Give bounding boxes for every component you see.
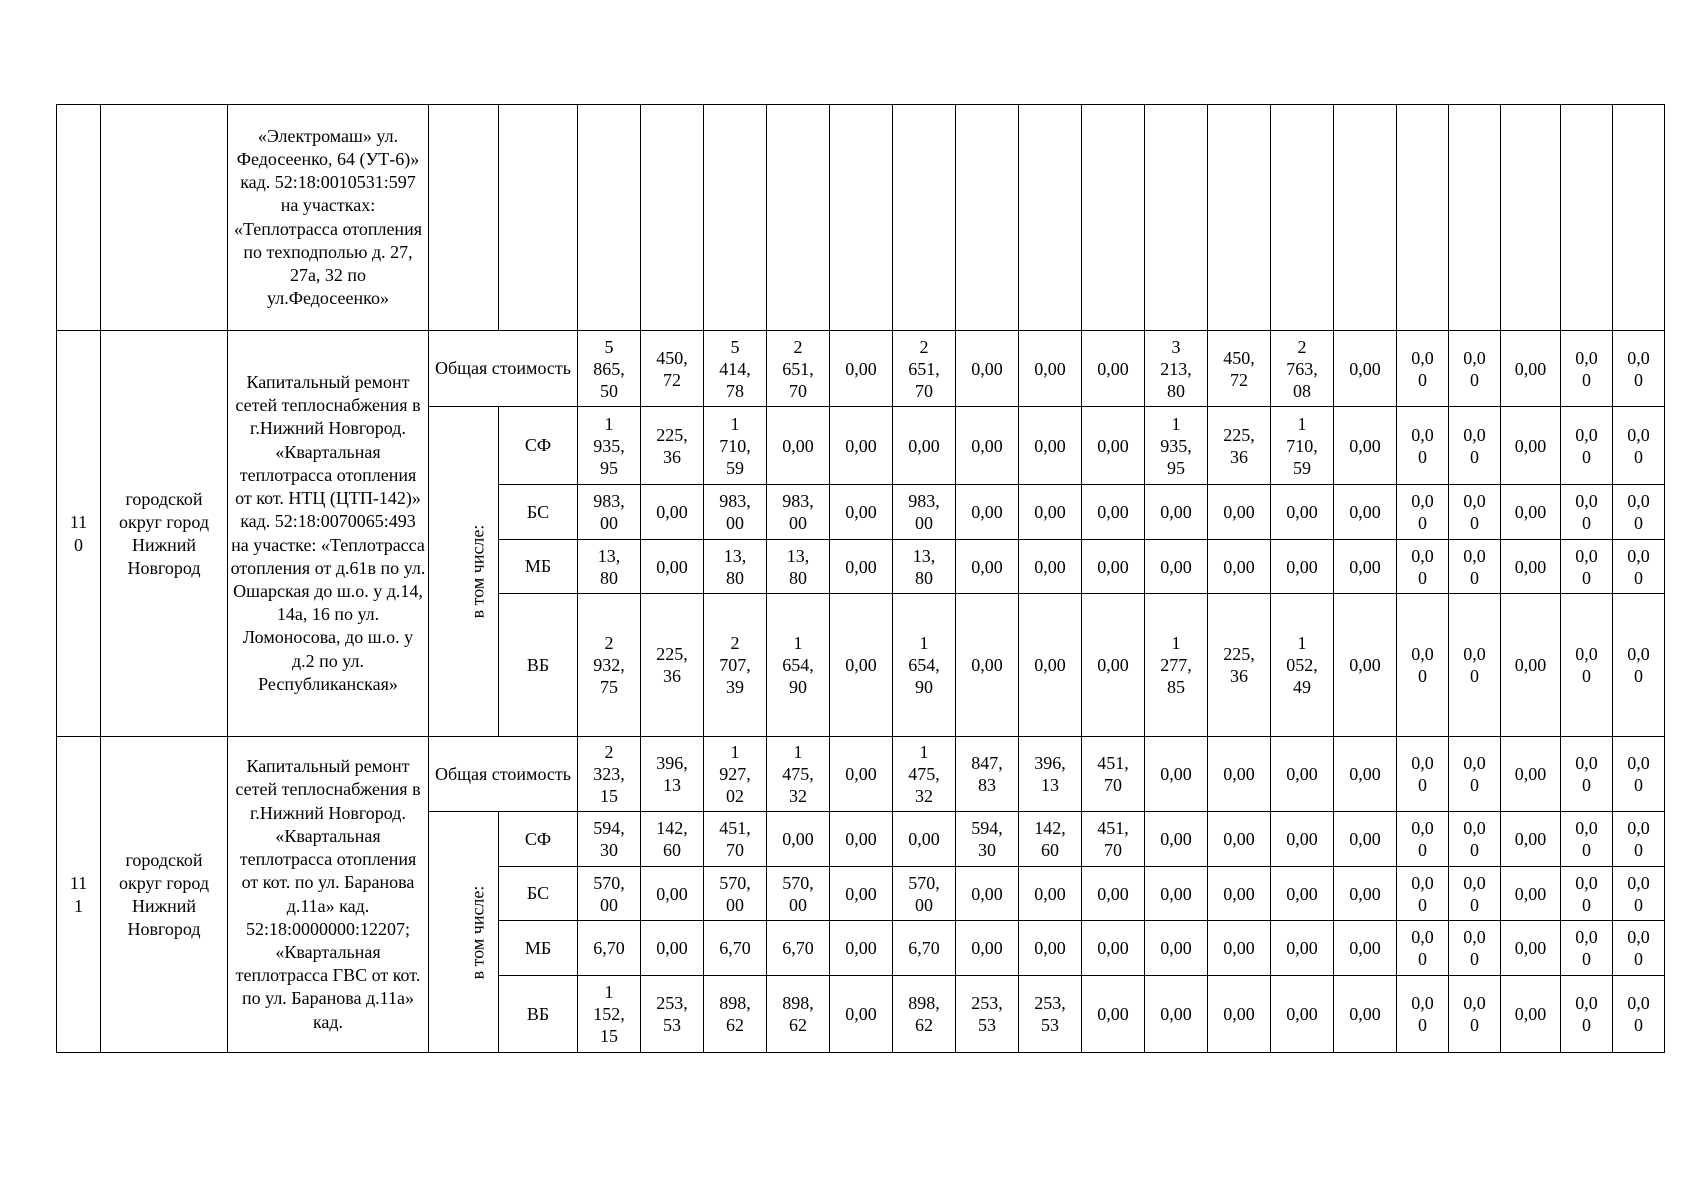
amount-cell: [767, 105, 830, 331]
amount-cell: 0,00: [830, 921, 893, 976]
amount-cell: 0,0 0: [1561, 737, 1613, 812]
source-label-vb: ВБ: [499, 594, 578, 737]
source-label-mb: МБ: [499, 540, 578, 594]
amount-cell: 0,00: [767, 407, 830, 485]
source-label-bs: БС: [499, 485, 578, 540]
amount-cell: [830, 105, 893, 331]
amount-cell: 1 277, 85: [1145, 594, 1208, 737]
amount-cell: 253, 53: [641, 976, 704, 1053]
including-label: [429, 407, 499, 737]
amount-cell: 0,00: [1145, 921, 1208, 976]
amount-cell: 0,0 0: [1561, 594, 1613, 737]
amount-cell: 0,00: [1334, 331, 1397, 407]
amount-cell: 2 707, 39: [704, 594, 767, 737]
label-cell: [429, 105, 499, 331]
amount-cell: 0,0 0: [1561, 976, 1613, 1053]
amount-cell: 0,0 0: [1613, 812, 1665, 867]
amount-cell: 0,00: [1501, 812, 1561, 867]
amount-cell: 0,00: [1334, 921, 1397, 976]
total-cost-label: Общая стоимость: [429, 331, 578, 407]
amount-cell: 0,0 0: [1613, 485, 1665, 540]
amount-cell: 1 475, 32: [893, 737, 956, 812]
amount-cell: 225, 36: [1208, 594, 1271, 737]
amount-cell: 0,00: [1082, 594, 1145, 737]
amount-cell: 1 052, 49: [1271, 594, 1334, 737]
amount-cell: 396, 13: [641, 737, 704, 812]
amount-cell: 0,0 0: [1561, 867, 1613, 921]
amount-cell: 0,0 0: [1449, 485, 1501, 540]
including-text: в том числе:: [467, 524, 488, 619]
amount-cell: 0,00: [830, 737, 893, 812]
amount-cell: 0,00: [830, 485, 893, 540]
amount-cell: 0,00: [1082, 921, 1145, 976]
amount-cell: 0,00: [1082, 331, 1145, 407]
amount-cell: 0,00: [1145, 867, 1208, 921]
amount-cell: 2 932, 75: [578, 594, 641, 737]
row-number-cell: 11 0: [57, 331, 101, 737]
amount-cell: 0,00: [830, 867, 893, 921]
amount-cell: 0,00: [893, 407, 956, 485]
amount-cell: 0,00: [1334, 737, 1397, 812]
amount-cell: 594, 30: [578, 812, 641, 867]
amount-cell: 2 763, 08: [1271, 331, 1334, 407]
municipality-cell: [101, 105, 228, 331]
amount-cell: 0,00: [1145, 812, 1208, 867]
amount-cell: 898, 62: [704, 976, 767, 1053]
amount-cell: 13, 80: [578, 540, 641, 594]
amount-cell: 983, 00: [704, 485, 767, 540]
amount-cell: [1082, 105, 1145, 331]
municipality-cell: городской округ город Нижний Новгород: [101, 737, 228, 1053]
amount-cell: 0,00: [956, 867, 1019, 921]
amount-cell: 451, 70: [1082, 737, 1145, 812]
amount-cell: 451, 70: [1082, 812, 1145, 867]
amount-cell: 0,0 0: [1449, 921, 1501, 976]
amount-cell: 6,70: [767, 921, 830, 976]
amount-cell: 0,00: [830, 594, 893, 737]
amount-cell: 0,00: [893, 812, 956, 867]
amount-cell: 6,70: [704, 921, 767, 976]
amount-cell: 451, 70: [704, 812, 767, 867]
amount-cell: 0,00: [641, 540, 704, 594]
amount-cell: 0,0 0: [1613, 867, 1665, 921]
amount-cell: 2 651, 70: [767, 331, 830, 407]
amount-cell: 0,00: [1082, 976, 1145, 1053]
amount-cell: 142, 60: [1019, 812, 1082, 867]
amount-cell: 1 654, 90: [767, 594, 830, 737]
amount-cell: [641, 105, 704, 331]
amount-cell: 253, 53: [1019, 976, 1082, 1053]
amount-cell: 0,00: [1271, 540, 1334, 594]
amount-cell: 5 865, 50: [578, 331, 641, 407]
amount-cell: 0,0 0: [1449, 867, 1501, 921]
amount-cell: 0,00: [1208, 867, 1271, 921]
amount-cell: 1 935, 95: [1145, 407, 1208, 485]
amount-cell: 0,00: [1145, 737, 1208, 812]
amount-cell: 570, 00: [704, 867, 767, 921]
amount-cell: 898, 62: [767, 976, 830, 1053]
amount-cell: 0,00: [830, 331, 893, 407]
amount-cell: 0,00: [1501, 867, 1561, 921]
amount-cell: 983, 00: [767, 485, 830, 540]
amount-cell: 0,00: [1019, 540, 1082, 594]
amount-cell: [1397, 105, 1449, 331]
amount-cell: 983, 00: [893, 485, 956, 540]
amount-cell: 983, 00: [578, 485, 641, 540]
amount-cell: [1334, 105, 1397, 331]
amount-cell: 0,00: [1145, 540, 1208, 594]
amount-cell: 1 475, 32: [767, 737, 830, 812]
amount-cell: 0,00: [956, 485, 1019, 540]
amount-cell: 0,00: [1145, 976, 1208, 1053]
amount-cell: 0,00: [1501, 407, 1561, 485]
amount-cell: [956, 105, 1019, 331]
amount-cell: 847, 83: [956, 737, 1019, 812]
amount-cell: 0,00: [767, 812, 830, 867]
amount-cell: 0,0 0: [1397, 867, 1449, 921]
amount-cell: 0,00: [956, 921, 1019, 976]
amount-cell: 0,00: [1334, 867, 1397, 921]
total-cost-label: Общая стоимость: [429, 737, 578, 812]
amount-cell: 450, 72: [1208, 331, 1271, 407]
amount-cell: 570, 00: [767, 867, 830, 921]
amount-cell: 0,00: [1501, 540, 1561, 594]
amount-cell: [1613, 105, 1665, 331]
amount-cell: 0,00: [1208, 976, 1271, 1053]
amount-cell: 0,00: [830, 407, 893, 485]
amount-cell: 0,00: [1501, 485, 1561, 540]
amount-cell: 0,00: [641, 921, 704, 976]
amount-cell: 0,00: [1019, 331, 1082, 407]
amount-cell: 898, 62: [893, 976, 956, 1053]
amount-cell: 0,00: [1019, 485, 1082, 540]
object-description: «Электромаш» ул. Федосеенко, 64 (УТ-6)» кад. 52:18:0010531:597 на участках: «Теплотрасса отопления по техподполью д. 27, 27а, 32 по ул.Федосеенко»: [228, 105, 429, 331]
amount-cell: 570, 00: [893, 867, 956, 921]
amount-cell: 0,0 0: [1449, 331, 1501, 407]
amount-cell: [1208, 105, 1271, 331]
amount-cell: 0,0 0: [1613, 540, 1665, 594]
amount-cell: 0,0 0: [1561, 540, 1613, 594]
amount-cell: 0,0 0: [1397, 594, 1449, 737]
amount-cell: 0,00: [1271, 737, 1334, 812]
amount-cell: 570, 00: [578, 867, 641, 921]
amount-cell: 594, 30: [956, 812, 1019, 867]
amount-cell: 142, 60: [641, 812, 704, 867]
amount-cell: 0,00: [1019, 407, 1082, 485]
amount-cell: 0,00: [1334, 485, 1397, 540]
amount-cell: [704, 105, 767, 331]
amount-cell: 0,0 0: [1561, 921, 1613, 976]
amount-cell: 0,00: [1501, 737, 1561, 812]
source-label-vb: ВБ: [499, 976, 578, 1053]
amount-cell: 0,00: [1019, 921, 1082, 976]
including-label: [429, 812, 499, 1053]
amount-cell: 0,0 0: [1397, 540, 1449, 594]
amount-cell: 13, 80: [704, 540, 767, 594]
amount-cell: 0,00: [830, 540, 893, 594]
table-row-r110-total: [57, 331, 1665, 407]
amount-cell: 0,00: [1334, 812, 1397, 867]
amount-cell: 0,0 0: [1397, 976, 1449, 1053]
amount-cell: 0,00: [1019, 594, 1082, 737]
amount-cell: 0,0 0: [1613, 407, 1665, 485]
amount-cell: [1145, 105, 1208, 331]
amount-cell: 0,0 0: [1561, 407, 1613, 485]
amount-cell: 0,00: [1271, 921, 1334, 976]
amount-cell: 0,0 0: [1397, 812, 1449, 867]
amount-cell: 0,0 0: [1561, 331, 1613, 407]
amount-cell: 2 651, 70: [893, 331, 956, 407]
amount-cell: 0,00: [1019, 867, 1082, 921]
amount-cell: [578, 105, 641, 331]
amount-cell: 0,0 0: [1613, 976, 1665, 1053]
amount-cell: 13, 80: [893, 540, 956, 594]
amount-cell: 6,70: [893, 921, 956, 976]
amount-cell: 0,00: [1208, 737, 1271, 812]
amount-cell: 225, 36: [641, 594, 704, 737]
row-number-cell: 11 1: [57, 737, 101, 1053]
amount-cell: 1 927, 02: [704, 737, 767, 812]
row-number-cell: [57, 105, 101, 331]
amount-cell: 0,0 0: [1449, 407, 1501, 485]
amount-cell: 5 414, 78: [704, 331, 767, 407]
amount-cell: 0,00: [1271, 867, 1334, 921]
amount-cell: 0,00: [1501, 976, 1561, 1053]
amount-cell: 0,00: [956, 594, 1019, 737]
amount-cell: 0,00: [830, 976, 893, 1053]
amount-cell: 0,00: [1082, 407, 1145, 485]
amount-cell: 0,00: [1334, 407, 1397, 485]
amount-cell: 0,00: [1271, 485, 1334, 540]
amount-cell: 0,0 0: [1561, 812, 1613, 867]
source-label-sf: СФ: [499, 407, 578, 485]
amount-cell: 0,00: [641, 485, 704, 540]
amount-cell: 0,00: [1334, 540, 1397, 594]
amount-cell: 0,0 0: [1449, 540, 1501, 594]
amount-cell: 0,00: [956, 331, 1019, 407]
amount-cell: [1561, 105, 1613, 331]
amount-cell: 0,00: [1334, 594, 1397, 737]
amount-cell: 0,0 0: [1397, 485, 1449, 540]
object-description: Капитальный ремонт сетей теплоснабжения в г.Нижний Новгород. «Квартальная теплотрасса отопления от кот. по ул. Баранова д.11а» кад. 52:18:0000000:12207; «Квартальная теплотрасса ГВС от кот. по ул. Баранова д.11а» кад.: [228, 737, 429, 1053]
amount-cell: 0,0 0: [1449, 812, 1501, 867]
amount-cell: 0,00: [641, 867, 704, 921]
object-description: Капитальный ремонт сетей теплоснабжения в г.Нижний Новгород. «Квартальная теплотрасса отопления от кот. НТЦ (ЦТП-142)» кад. 52:18:0070065:493 на участке: «Теплотрасса отопления от д.61в по ул. Ошарская до ш.о. у д.14, 14а, 16 по ул. Ломоносова, до ш.о. у д.2 по ул. Республиканская»: [228, 331, 429, 737]
amount-cell: 0,00: [1082, 485, 1145, 540]
amount-cell: 0,00: [1082, 540, 1145, 594]
amount-cell: 0,00: [830, 812, 893, 867]
amount-cell: [1449, 105, 1501, 331]
table-row-r111-total: [57, 737, 1665, 812]
amount-cell: 0,00: [956, 407, 1019, 485]
amount-cell: [893, 105, 956, 331]
amount-cell: 0,00: [1501, 594, 1561, 737]
amount-cell: 0,0 0: [1561, 485, 1613, 540]
amount-cell: [1019, 105, 1082, 331]
label-cell: [499, 105, 578, 331]
amount-cell: 450, 72: [641, 331, 704, 407]
amount-cell: 13, 80: [767, 540, 830, 594]
amount-cell: 1 152, 15: [578, 976, 641, 1053]
amount-cell: 225, 36: [1208, 407, 1271, 485]
amount-cell: 0,00: [1082, 867, 1145, 921]
amount-cell: 0,0 0: [1449, 594, 1501, 737]
amount-cell: 0,0 0: [1397, 737, 1449, 812]
amount-cell: 0,00: [1208, 485, 1271, 540]
amount-cell: 0,00: [1271, 812, 1334, 867]
amount-cell: 0,00: [1501, 331, 1561, 407]
amount-cell: 2 323, 15: [578, 737, 641, 812]
amount-cell: 0,00: [956, 540, 1019, 594]
amount-cell: 0,00: [1145, 485, 1208, 540]
amount-cell: 225, 36: [641, 407, 704, 485]
amount-cell: 0,0 0: [1449, 976, 1501, 1053]
amount-cell: 6,70: [578, 921, 641, 976]
amount-cell: 0,00: [1208, 921, 1271, 976]
amount-cell: 3 213, 80: [1145, 331, 1208, 407]
amount-cell: 0,0 0: [1613, 331, 1665, 407]
amount-cell: 0,0 0: [1397, 407, 1449, 485]
amount-cell: [1271, 105, 1334, 331]
amount-cell: 0,00: [1501, 921, 1561, 976]
amount-cell: 396, 13: [1019, 737, 1082, 812]
amount-cell: 0,0 0: [1449, 737, 1501, 812]
amount-cell: 0,0 0: [1397, 921, 1449, 976]
amount-cell: 0,00: [1334, 976, 1397, 1053]
amount-cell: 0,00: [1271, 976, 1334, 1053]
source-label-bs: БС: [499, 867, 578, 921]
municipality-cell: городской округ город Нижний Новгород: [101, 331, 228, 737]
amount-cell: 0,00: [1208, 812, 1271, 867]
amount-cell: 1 710, 59: [704, 407, 767, 485]
amount-cell: 1 654, 90: [893, 594, 956, 737]
source-label-sf: СФ: [499, 812, 578, 867]
amount-cell: 0,0 0: [1613, 737, 1665, 812]
amount-cell: 0,0 0: [1613, 921, 1665, 976]
source-label-mb: МБ: [499, 921, 578, 976]
amount-cell: 1 935, 95: [578, 407, 641, 485]
amount-cell: 0,00: [1208, 540, 1271, 594]
amount-cell: 0,0 0: [1397, 331, 1449, 407]
amount-cell: 253, 53: [956, 976, 1019, 1053]
amount-cell: [1501, 105, 1561, 331]
table-row-continued: [57, 105, 1665, 331]
including-text: в том числе:: [467, 885, 488, 979]
financing-table: [56, 104, 1665, 1053]
amount-cell: 0,0 0: [1613, 594, 1665, 737]
amount-cell: 1 710, 59: [1271, 407, 1334, 485]
